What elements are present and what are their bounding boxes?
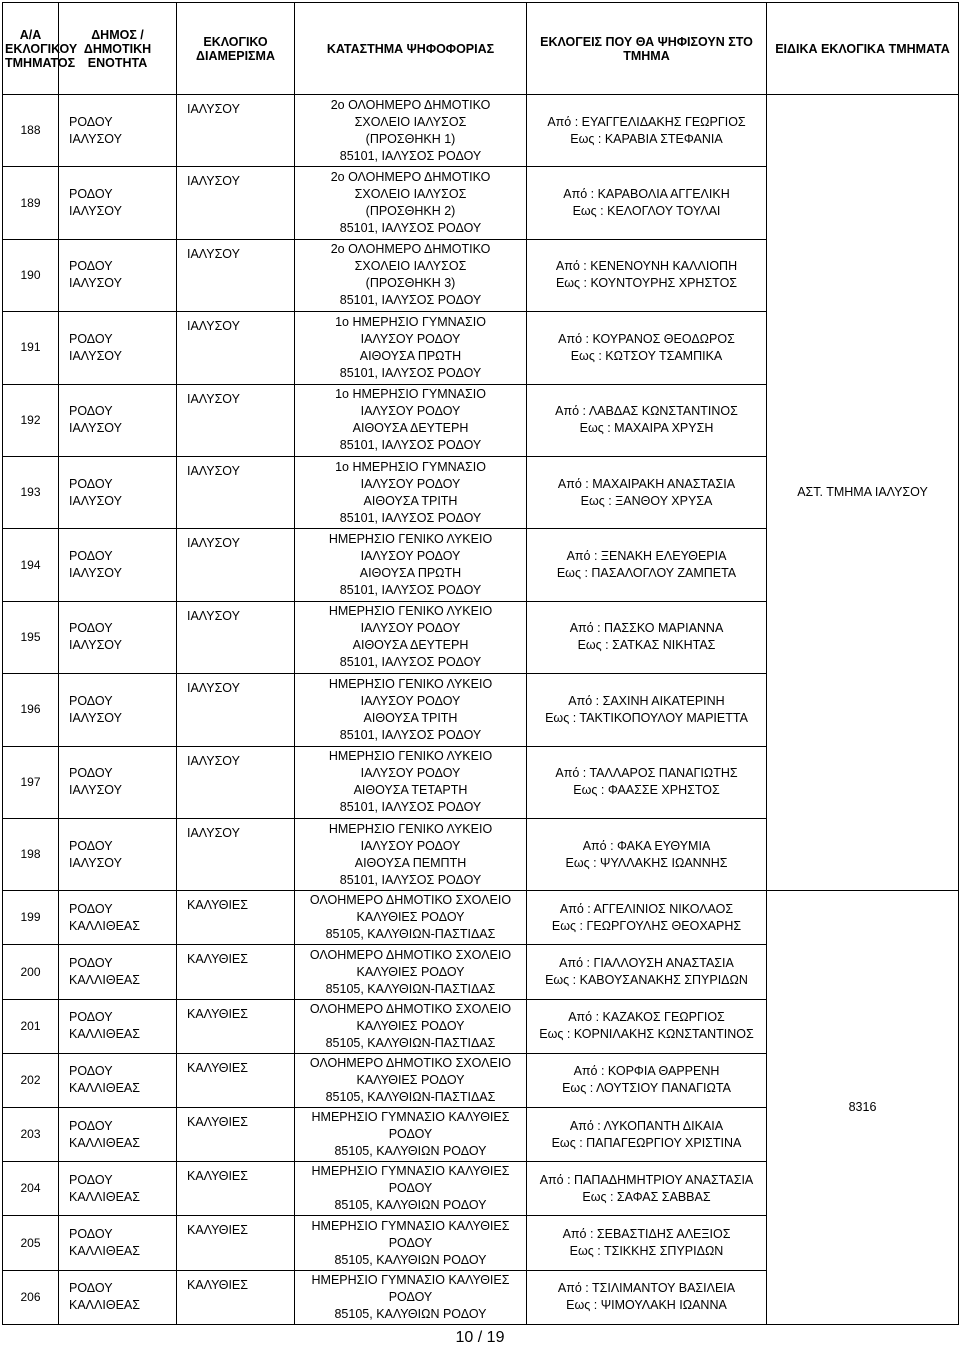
voters-from: Από : ΤΣΙΛΙΜΑΝΤΟΥ ΒΑΣΙΛΕΙΑ xyxy=(557,1281,736,1296)
polling-station-cell xyxy=(295,1162,527,1216)
polling-station-line: 85105, ΚΑΛΥΘΙΩΝ-ΠΑΣΤΙΔΑΣ xyxy=(325,927,496,942)
voters-range-cell xyxy=(527,601,767,673)
municipality-line: ΡΟΔΟΥ xyxy=(69,476,113,491)
voters-from: Από : ΜΑΧΑΙΡΑΚΗ ΑΝΑΣΤΑΣΙΑ xyxy=(557,476,736,491)
polling-station-line: ΡΟΔΟΥ xyxy=(388,1127,433,1142)
municipality-line: ΙΑΛΥΣΟΥ xyxy=(69,710,122,725)
polling-station-line: 85101, ΙΑΛΥΣΟΣ ΡΟΔΟΥ xyxy=(339,365,482,380)
voters-to: Εως : ΓΕΩΡΓΟΥΛΗΣ ΘΕΟΧΑΡΗΣ xyxy=(551,918,742,933)
section-number: 191 xyxy=(3,312,59,384)
district-cell: ΚΑΛΥΘΙΕΣ xyxy=(177,999,295,1053)
polling-station-line: ΣΧΟΛΕΙΟ ΙΑΛΥΣΟΣ xyxy=(354,187,467,202)
municipality-cell xyxy=(59,1216,177,1270)
polling-station-cell xyxy=(295,1053,527,1107)
voters-from: Από : ΚΕΝΕΝΟΥΝΗ ΚΑΛΛΙΟΠΗ xyxy=(555,259,738,274)
polling-station-cell xyxy=(295,384,527,456)
voters-from: Από : ΛΥΚΟΠΑΝΤΗ ΔΙΚΑΙΑ xyxy=(569,1118,724,1133)
polling-station-line: ΗΜΕΡΗΣΙΟ ΓΥΜΝΑΣΙΟ ΚΑΛΥΘΙΕΣ xyxy=(311,1110,510,1125)
polling-station-line: 1ο ΗΜΕΡΗΣΙΟ ΓΥΜΝΑΣΙΟ xyxy=(335,459,486,474)
municipality-line: ΡΟΔΟΥ xyxy=(69,331,113,346)
polling-station-line: ΡΟΔΟΥ xyxy=(388,1181,433,1196)
header-district: ΕΚΛΟΓΙΚΟ ΔΙΑΜΕΡΙΣΜΑ xyxy=(177,3,295,95)
polling-station-line: ΣΧΟΛΕΙΟ ΙΑΛΥΣΟΣ xyxy=(354,259,467,274)
polling-station-line: ΗΜΕΡΗΣΙΟ ΓΕΝΙΚΟ ΛΥΚΕΙΟ xyxy=(328,749,493,764)
section-number: 197 xyxy=(3,746,59,818)
voters-range-cell xyxy=(527,1216,767,1270)
voters-from: Από : ΚΑΖΑΚΟΣ ΓΕΩΡΓΙΟΣ xyxy=(568,1010,725,1025)
header-section-number: Α/Α ΕΚΛΟΓΙΚΟΥ ΤΜΗΜΑΤΟΣ xyxy=(3,3,59,95)
district-cell: ΙΑΛΥΣΟΥ xyxy=(177,818,295,890)
voters-to: Εως : ΤΣΙΚΚΗΣ ΣΠΥΡΙΔΩΝ xyxy=(569,1244,724,1259)
polling-station-line: ΗΜΕΡΗΣΙΟ ΓΕΝΙΚΟ ΛΥΚΕΙΟ xyxy=(328,821,493,836)
district-cell: ΙΑΛΥΣΟΥ xyxy=(177,529,295,601)
section-number: 189 xyxy=(3,167,59,239)
municipality-cell xyxy=(59,456,177,528)
voters-to: Εως : ΨΙΜΟΥΛΑΚΗ ΙΩΑΝΝΑ xyxy=(566,1298,727,1313)
district-cell: ΚΑΛΥΘΙΕΣ xyxy=(177,1108,295,1162)
district-cell: ΚΑΛΥΘΙΕΣ xyxy=(177,1216,295,1270)
voters-range-cell xyxy=(527,384,767,456)
municipality-cell xyxy=(59,312,177,384)
polling-station-line: ΙΑΛΥΣΟΥ ΡΟΔΟΥ xyxy=(360,621,461,636)
polling-station-line: ΡΟΔΟΥ xyxy=(388,1235,433,1250)
polling-station-cell xyxy=(295,456,527,528)
voters-range-cell xyxy=(527,746,767,818)
voters-from: Από : ΠΑΠΑΔΗΜΗΤΡΙΟΥ ΑΝΑΣΤΑΣΙΑ xyxy=(539,1172,754,1187)
section-number: 200 xyxy=(3,945,59,999)
section-number: 201 xyxy=(3,999,59,1053)
voters-to: Εως : ΚΑΒΟΥΣΑΝΑΚΗΣ ΣΠΥΡΙΔΩΝ xyxy=(545,973,748,988)
section-number: 196 xyxy=(3,674,59,746)
voters-range-cell xyxy=(527,1270,767,1324)
municipality-line: ΚΑΛΛΙΘΕΑΣ xyxy=(69,1244,140,1259)
municipality-line: ΙΑΛΥΣΟΥ xyxy=(69,421,122,436)
polling-station-line: ΙΑΛΥΣΟΥ ΡΟΔΟΥ xyxy=(360,766,461,781)
voters-to: Εως : ΣΑΤΚΑΣ ΝΙΚΗΤΑΣ xyxy=(577,638,716,653)
district-cell: ΙΑΛΥΣΟΥ xyxy=(177,95,295,167)
polling-station-line: ΗΜΕΡΗΣΙΟ ΓΥΜΝΑΣΙΟ ΚΑΛΥΘΙΕΣ xyxy=(311,1218,510,1233)
polling-station-line: 2ο ΟΛΟΗΜΕΡΟ ΔΗΜΟΤΙΚΟ xyxy=(330,242,491,257)
municipality-line: ΡΟΔΟΥ xyxy=(69,1118,113,1133)
polling-station-line: ΑΙΘΟΥΣΑ ΔΕΥΤΕΡΗ xyxy=(352,421,469,436)
polling-station-line: 2ο ΟΛΟΗΜΕΡΟ ΔΗΜΟΤΙΚΟ xyxy=(330,170,491,185)
voters-to: Εως : ΚΑΡΑΒΙΑ ΣΤΕΦΑΝΙΑ xyxy=(570,131,723,146)
municipality-line: ΚΑΛΛΙΘΕΑΣ xyxy=(69,1135,140,1150)
voters-range-cell xyxy=(527,456,767,528)
municipality-line: ΡΟΔΟΥ xyxy=(69,187,113,202)
polling-station-line: ΙΑΛΥΣΟΥ ΡΟΔΟΥ xyxy=(360,693,461,708)
polling-station-line: ΙΑΛΥΣΟΥ ΡΟΔΟΥ xyxy=(360,838,461,853)
polling-station-line: 1ο ΗΜΕΡΗΣΙΟ ΓΥΜΝΑΣΙΟ xyxy=(335,314,486,329)
polling-station-line: ΑΙΘΟΥΣΑ ΠΡΩΤΗ xyxy=(359,566,462,581)
voters-to: Εως : ΚΕΛΟΓΛΟΥ ΤΟΥΛΑΙ xyxy=(572,204,721,219)
polling-station-line: 85105, ΚΑΛΥΘΙΩΝ ΡΟΔΟΥ xyxy=(334,1198,487,1213)
district-cell: ΚΑΛΥΘΙΕΣ xyxy=(177,945,295,999)
section-number: 188 xyxy=(3,95,59,167)
voters-range-cell xyxy=(527,95,767,167)
polling-station-line: 85105, ΚΑΛΥΘΙΩΝ-ΠΑΣΤΙΔΑΣ xyxy=(325,1089,496,1104)
voters-range-cell xyxy=(527,167,767,239)
polling-station-cell xyxy=(295,167,527,239)
special-section-kallitheas: 8316 xyxy=(767,891,959,1325)
section-number: 195 xyxy=(3,601,59,673)
voters-from: Από : ΣΑΧΙΝΗ ΑΙΚΑΤΕΡΙΝΗ xyxy=(568,693,725,708)
voters-from: Από : ΠΑΣΣΚΟ ΜΑΡΙΑΝΝΑ xyxy=(569,621,724,636)
municipality-line: ΙΑΛΥΣΟΥ xyxy=(69,131,122,146)
table-row xyxy=(3,95,959,167)
polling-station-cell xyxy=(295,945,527,999)
municipality-line: ΙΑΛΥΣΟΥ xyxy=(69,638,122,653)
polling-station-line: ΟΛΟΗΜΕΡΟ ΔΗΜΟΤΙΚΟ ΣΧΟΛΕΙΟ xyxy=(309,947,512,962)
municipality-line: ΙΑΛΥΣΟΥ xyxy=(69,783,122,798)
table-row xyxy=(3,891,959,945)
voters-range-cell xyxy=(527,1053,767,1107)
polling-station-line: ΗΜΕΡΗΣΙΟ ΓΕΝΙΚΟ ΛΥΚΕΙΟ xyxy=(328,676,493,691)
municipality-cell xyxy=(59,167,177,239)
voters-range-cell xyxy=(527,999,767,1053)
municipality-line: ΡΟΔΟΥ xyxy=(69,549,113,564)
voters-from: Από : ΛΑΒΔΑΣ ΚΩΝΣΤΑΝΤΙΝΟΣ xyxy=(555,404,738,419)
district-cell: ΙΑΛΥΣΟΥ xyxy=(177,601,295,673)
municipality-line: ΡΟΔΟΥ xyxy=(69,1010,113,1025)
polling-station-line: (ΠΡΟΣΘΗΚΗ 2) xyxy=(365,204,456,219)
polling-station-line: 1ο ΗΜΕΡΗΣΙΟ ΓΥΜΝΑΣΙΟ xyxy=(335,387,486,402)
municipality-cell xyxy=(59,1053,177,1107)
district-cell: ΚΑΛΥΘΙΕΣ xyxy=(177,1162,295,1216)
municipality-line: ΡΟΔΟΥ xyxy=(69,259,113,274)
municipality-line: ΡΟΔΟΥ xyxy=(69,114,113,129)
district-cell: ΚΑΛΥΘΙΕΣ xyxy=(177,1270,295,1324)
polling-station-line: ΟΛΟΗΜΕΡΟ ΔΗΜΟΤΙΚΟ ΣΧΟΛΕΙΟ xyxy=(309,893,512,908)
polling-station-cell xyxy=(295,746,527,818)
section-number: 203 xyxy=(3,1108,59,1162)
polling-station-cell xyxy=(295,818,527,890)
voters-to: Εως : ΛΟΥΤΣΙΟΥ ΠΑΝΑΓΙΩΤΑ xyxy=(562,1081,731,1096)
municipality-cell xyxy=(59,95,177,167)
polling-station-cell xyxy=(295,1216,527,1270)
header-special-sections: ΕΙΔΙΚΑ ΕΚΛΟΓΙΚΑ ΤΜΗΜΑΤΑ xyxy=(767,3,959,95)
polling-station-line: ΙΑΛΥΣΟΥ ΡΟΔΟΥ xyxy=(360,476,461,491)
polling-station-line: ΙΑΛΥΣΟΥ ΡΟΔΟΥ xyxy=(360,404,461,419)
polling-station-line: ΑΙΘΟΥΣΑ ΠΡΩΤΗ xyxy=(359,348,462,363)
section-number: 205 xyxy=(3,1216,59,1270)
section-number: 190 xyxy=(3,239,59,311)
polling-station-line: 85101, ΙΑΛΥΣΟΣ ΡΟΔΟΥ xyxy=(339,293,482,308)
polling-station-line: 85101, ΙΑΛΥΣΟΣ ΡΟΔΟΥ xyxy=(339,727,482,742)
voters-to: Εως : ΠΑΠΑΓΕΩΡΓΙΟΥ ΧΡΙΣΤΙΝΑ xyxy=(551,1135,742,1150)
section-number: 204 xyxy=(3,1162,59,1216)
municipality-line: ΚΑΛΛΙΘΕΑΣ xyxy=(69,1027,140,1042)
municipality-line: ΙΑΛΥΣΟΥ xyxy=(69,276,122,291)
polling-stations-table xyxy=(2,2,959,1325)
municipality-cell xyxy=(59,1270,177,1324)
municipality-line: ΡΟΔΟΥ xyxy=(69,1281,113,1296)
table-header-row xyxy=(3,3,959,95)
district-cell: ΙΑΛΥΣΟΥ xyxy=(177,674,295,746)
municipality-cell xyxy=(59,529,177,601)
page-number: 10 / 19 xyxy=(455,1329,505,1346)
polling-station-line: ΑΙΘΟΥΣΑ ΤΕΤΑΡΤΗ xyxy=(353,783,468,798)
voters-to: Εως : ΣΑΦΑΣ ΣΑΒΒΑΣ xyxy=(582,1189,711,1204)
polling-station-line: 85101, ΙΑΛΥΣΟΣ ΡΟΔΟΥ xyxy=(339,872,482,887)
voters-from: Από : ΤΑΛΛΑΡΟΣ ΠΑΝΑΓΙΩΤΗΣ xyxy=(555,766,738,781)
header-voters-range: ΕΚΛΟΓΕΙΣ ΠΟΥ ΘΑ ΨΗΦΙΣΟΥΝ ΣΤΟ ΤΜΗΜΑ xyxy=(527,3,767,95)
municipality-line: ΙΑΛΥΣΟΥ xyxy=(69,493,122,508)
polling-station-line: ΚΑΛΥΘΙΕΣ ΡΟΔΟΥ xyxy=(356,1018,465,1033)
municipality-line: ΚΑΛΛΙΘΕΑΣ xyxy=(69,1189,140,1204)
district-cell: ΙΑΛΥΣΟΥ xyxy=(177,456,295,528)
voters-to: Εως : ΠΑΣΑΛΟΓΛΟΥ ΖΑΜΠΕΤΑ xyxy=(556,566,737,581)
polling-station-line: 85101, ΙΑΛΥΣΟΣ ΡΟΔΟΥ xyxy=(339,510,482,525)
voters-from: Από : ΦΑΚΑ ΕΥΘΥΜΙΑ xyxy=(582,838,711,853)
municipality-line: ΡΟΔΟΥ xyxy=(69,838,113,853)
municipality-line: ΙΑΛΥΣΟΥ xyxy=(69,566,122,581)
voters-range-cell xyxy=(527,1162,767,1216)
polling-station-line: 85105, ΚΑΛΥΘΙΩΝ ΡΟΔΟΥ xyxy=(334,1306,487,1321)
polling-station-line: 85105, ΚΑΛΥΘΙΩΝ-ΠΑΣΤΙΔΑΣ xyxy=(325,981,496,996)
polling-station-line: 85101, ΙΑΛΥΣΟΣ ΡΟΔΟΥ xyxy=(339,438,482,453)
municipality-line: ΚΑΛΛΙΘΕΑΣ xyxy=(69,1298,140,1313)
municipality-line: ΡΟΔΟΥ xyxy=(69,766,113,781)
municipality-line: ΡΟΔΟΥ xyxy=(69,1172,113,1187)
special-section-ialysou: ΑΣΤ. ΤΜΗΜΑ ΙΑΛΥΣΟΥ xyxy=(767,95,959,891)
municipality-line: ΡΟΔΟΥ xyxy=(69,621,113,636)
polling-station-line: ΗΜΕΡΗΣΙΟ ΓΕΝΙΚΟ ΛΥΚΕΙΟ xyxy=(328,532,493,547)
voters-from: Από : ΚΑΡΑΒΟΛΙΑ ΑΓΓΕΛΙΚΗ xyxy=(563,187,730,202)
polling-station-cell xyxy=(295,239,527,311)
polling-station-line: (ΠΡΟΣΘΗΚΗ 3) xyxy=(365,276,456,291)
voters-to: Εως : ΞΑΝΘΟΥ ΧΡΥΣΑ xyxy=(580,493,713,508)
district-cell: ΙΑΛΥΣΟΥ xyxy=(177,312,295,384)
voters-from: Από : ΑΓΓΕΛΙΝΙΟΣ ΝΙΚΟΛΑΟΣ xyxy=(559,901,734,916)
polling-station-line: ΙΑΛΥΣΟΥ ΡΟΔΟΥ xyxy=(360,549,461,564)
municipality-cell xyxy=(59,384,177,456)
polling-station-line: 85105, ΚΑΛΥΘΙΩΝ-ΠΑΣΤΙΔΑΣ xyxy=(325,1035,496,1050)
municipality-cell xyxy=(59,601,177,673)
polling-station-line: 85105, ΚΑΛΥΘΙΩΝ ΡΟΔΟΥ xyxy=(334,1252,487,1267)
voters-range-cell xyxy=(527,1108,767,1162)
section-number: 199 xyxy=(3,891,59,945)
polling-station-cell xyxy=(295,601,527,673)
district-cell: ΙΑΛΥΣΟΥ xyxy=(177,746,295,818)
polling-station-line: 85101, ΙΑΛΥΣΟΣ ΡΟΔΟΥ xyxy=(339,148,482,163)
polling-station-cell xyxy=(295,674,527,746)
municipality-cell xyxy=(59,674,177,746)
voters-from: Από : ΣΕΒΑΣΤΙΔΗΣ ΑΛΕΞΙΟΣ xyxy=(562,1227,731,1242)
section-number: 206 xyxy=(3,1270,59,1324)
municipality-line: ΡΟΔΟΥ xyxy=(69,1227,113,1242)
voters-from: Από : ΞΕΝΑΚΗ ΕΛΕΥΘΕΡΙΑ xyxy=(566,549,727,564)
polling-station-line: ΙΑΛΥΣΟΥ ΡΟΔΟΥ xyxy=(360,331,461,346)
polling-station-line: ΑΙΘΟΥΣΑ ΤΡΙΤΗ xyxy=(363,493,458,508)
municipality-cell xyxy=(59,818,177,890)
voters-range-cell xyxy=(527,529,767,601)
polling-station-cell xyxy=(295,529,527,601)
section-number: 192 xyxy=(3,384,59,456)
voters-range-cell xyxy=(527,674,767,746)
voters-to: Εως : ΦΑΑΣΣΕ ΧΡΗΣΤΟΣ xyxy=(573,783,720,798)
section-number: 198 xyxy=(3,818,59,890)
polling-station-cell xyxy=(295,1108,527,1162)
municipality-line: ΡΟΔΟΥ xyxy=(69,901,113,916)
section-number: 202 xyxy=(3,1053,59,1107)
polling-station-line: 85105, ΚΑΛΥΘΙΩΝ ΡΟΔΟΥ xyxy=(334,1144,487,1159)
polling-station-cell xyxy=(295,312,527,384)
municipality-line: ΡΟΔΟΥ xyxy=(69,404,113,419)
voters-range-cell xyxy=(527,239,767,311)
polling-station-line: ΑΙΘΟΥΣΑ ΤΡΙΤΗ xyxy=(363,710,458,725)
municipality-line: ΚΑΛΛΙΘΕΑΣ xyxy=(69,1081,140,1096)
polling-station-cell xyxy=(295,1270,527,1324)
district-cell: ΚΑΛΥΘΙΕΣ xyxy=(177,891,295,945)
polling-station-line: ΟΛΟΗΜΕΡΟ ΔΗΜΟΤΙΚΟ ΣΧΟΛΕΙΟ xyxy=(309,1001,512,1016)
polling-station-line: ΚΑΛΥΘΙΕΣ ΡΟΔΟΥ xyxy=(356,964,465,979)
polling-station-line: 85101, ΙΑΛΥΣΟΣ ΡΟΔΟΥ xyxy=(339,655,482,670)
municipality-cell xyxy=(59,239,177,311)
polling-station-line: ΗΜΕΡΗΣΙΟ ΓΥΜΝΑΣΙΟ ΚΑΛΥΘΙΕΣ xyxy=(311,1164,510,1179)
municipality-cell xyxy=(59,1162,177,1216)
polling-station-line: ΗΜΕΡΗΣΙΟ ΓΕΝΙΚΟ ΛΥΚΕΙΟ xyxy=(328,604,493,619)
voters-from: Από : ΚΟΥΡΑΝΟΣ ΘΕΟΔΩΡΟΣ xyxy=(558,331,735,346)
voters-from: Από : ΕΥΑΓΓΕΛΙΔΑΚΗΣ ΓΕΩΡΓΙΟΣ xyxy=(547,114,746,129)
municipality-cell xyxy=(59,891,177,945)
polling-station-line: ΡΟΔΟΥ xyxy=(388,1289,433,1304)
polling-station-line: 85101, ΙΑΛΥΣΟΣ ΡΟΔΟΥ xyxy=(339,583,482,598)
municipality-cell xyxy=(59,999,177,1053)
polling-station-line: ΑΙΘΟΥΣΑ ΠΕΜΠΤΗ xyxy=(354,855,467,870)
polling-station-line: ΚΑΛΥΘΙΕΣ ΡΟΔΟΥ xyxy=(356,1072,465,1087)
polling-station-line: 2ο ΟΛΟΗΜΕΡΟ ΔΗΜΟΤΙΚΟ xyxy=(330,97,491,112)
voters-range-cell xyxy=(527,312,767,384)
district-cell: ΙΑΛΥΣΟΥ xyxy=(177,384,295,456)
voters-to: Εως : ΜΑΧΑΙΡΑ ΧΡΥΣΗ xyxy=(579,421,714,436)
polling-station-line: ΚΑΛΥΘΙΕΣ ΡΟΔΟΥ xyxy=(356,910,465,925)
district-cell: ΙΑΛΥΣΟΥ xyxy=(177,239,295,311)
polling-station-cell xyxy=(295,999,527,1053)
voters-to: Εως : ΚΟΡΝΙΛΑΚΗΣ ΚΩΝΣΤΑΝΤΙΝΟΣ xyxy=(539,1027,754,1042)
municipality-cell xyxy=(59,945,177,999)
municipality-line: ΙΑΛΥΣΟΥ xyxy=(69,348,122,363)
municipality-cell xyxy=(59,1108,177,1162)
municipality-line: ΙΑΛΥΣΟΥ xyxy=(69,855,122,870)
section-number: 193 xyxy=(3,456,59,528)
polling-station-line: ΑΙΘΟΥΣΑ ΔΕΥΤΕΡΗ xyxy=(352,638,469,653)
section-number: 194 xyxy=(3,529,59,601)
municipality-line: ΚΑΛΛΙΘΕΑΣ xyxy=(69,973,140,988)
municipality-line: ΚΑΛΛΙΘΕΑΣ xyxy=(69,918,140,933)
voters-to: Εως : ΨΥΛΛΑΚΗΣ ΙΩΑΝΝΗΣ xyxy=(565,855,728,870)
municipality-line: ΙΑΛΥΣΟΥ xyxy=(69,204,122,219)
voters-range-cell xyxy=(527,945,767,999)
header-polling-station: ΚΑΤΑΣΤΗΜΑ ΨΗΦΟΦΟΡΙΑΣ xyxy=(295,3,527,95)
voters-range-cell xyxy=(527,818,767,890)
voters-to: Εως : ΤΑΚΤΙΚΟΠΟΥΛΟΥ ΜΑΡΙΕΤΤΑ xyxy=(545,710,748,725)
voters-range-cell xyxy=(527,891,767,945)
district-cell: ΙΑΛΥΣΟΥ xyxy=(177,167,295,239)
polling-station-line: ΗΜΕΡΗΣΙΟ ΓΥΜΝΑΣΙΟ ΚΑΛΥΘΙΕΣ xyxy=(311,1272,510,1287)
voters-to: Εως : ΚΩΤΣΟΥ ΤΣΑΜΠΙΚΑ xyxy=(570,348,723,363)
voters-from: Από : ΓΙΑΛΛΟΥΣΗ ΑΝΑΣΤΑΣΙΑ xyxy=(559,956,734,971)
polling-station-cell xyxy=(295,95,527,167)
polling-station-line: (ΠΡΟΣΘΗΚΗ 1) xyxy=(365,131,456,146)
polling-station-line: 85101, ΙΑΛΥΣΟΣ ΡΟΔΟΥ xyxy=(339,221,482,236)
polling-station-line: 85101, ΙΑΛΥΣΟΣ ΡΟΔΟΥ xyxy=(339,800,482,815)
voters-from: Από : ΚΟΡΦΙΑ ΘΑΡΡΕΝΗ xyxy=(573,1064,720,1079)
polling-station-line: ΣΧΟΛΕΙΟ ΙΑΛΥΣΟΣ xyxy=(354,114,467,129)
voters-to: Εως : ΚΟΥΝΤΟΥΡΗΣ ΧΡΗΣΤΟΣ xyxy=(555,276,738,291)
district-cell: ΚΑΛΥΘΙΕΣ xyxy=(177,1053,295,1107)
header-municipality: ΔΗΜΟΣ / ΔΗΜΟΤΙΚΗ ΕΝΟΤΗΤΑ xyxy=(59,3,177,95)
municipality-line: ΡΟΔΟΥ xyxy=(69,693,113,708)
municipality-cell xyxy=(59,746,177,818)
municipality-line: ΡΟΔΟΥ xyxy=(69,956,113,971)
polling-station-line: ΟΛΟΗΜΕΡΟ ΔΗΜΟΤΙΚΟ ΣΧΟΛΕΙΟ xyxy=(309,1055,512,1070)
polling-station-cell xyxy=(295,891,527,945)
municipality-line: ΡΟΔΟΥ xyxy=(69,1064,113,1079)
